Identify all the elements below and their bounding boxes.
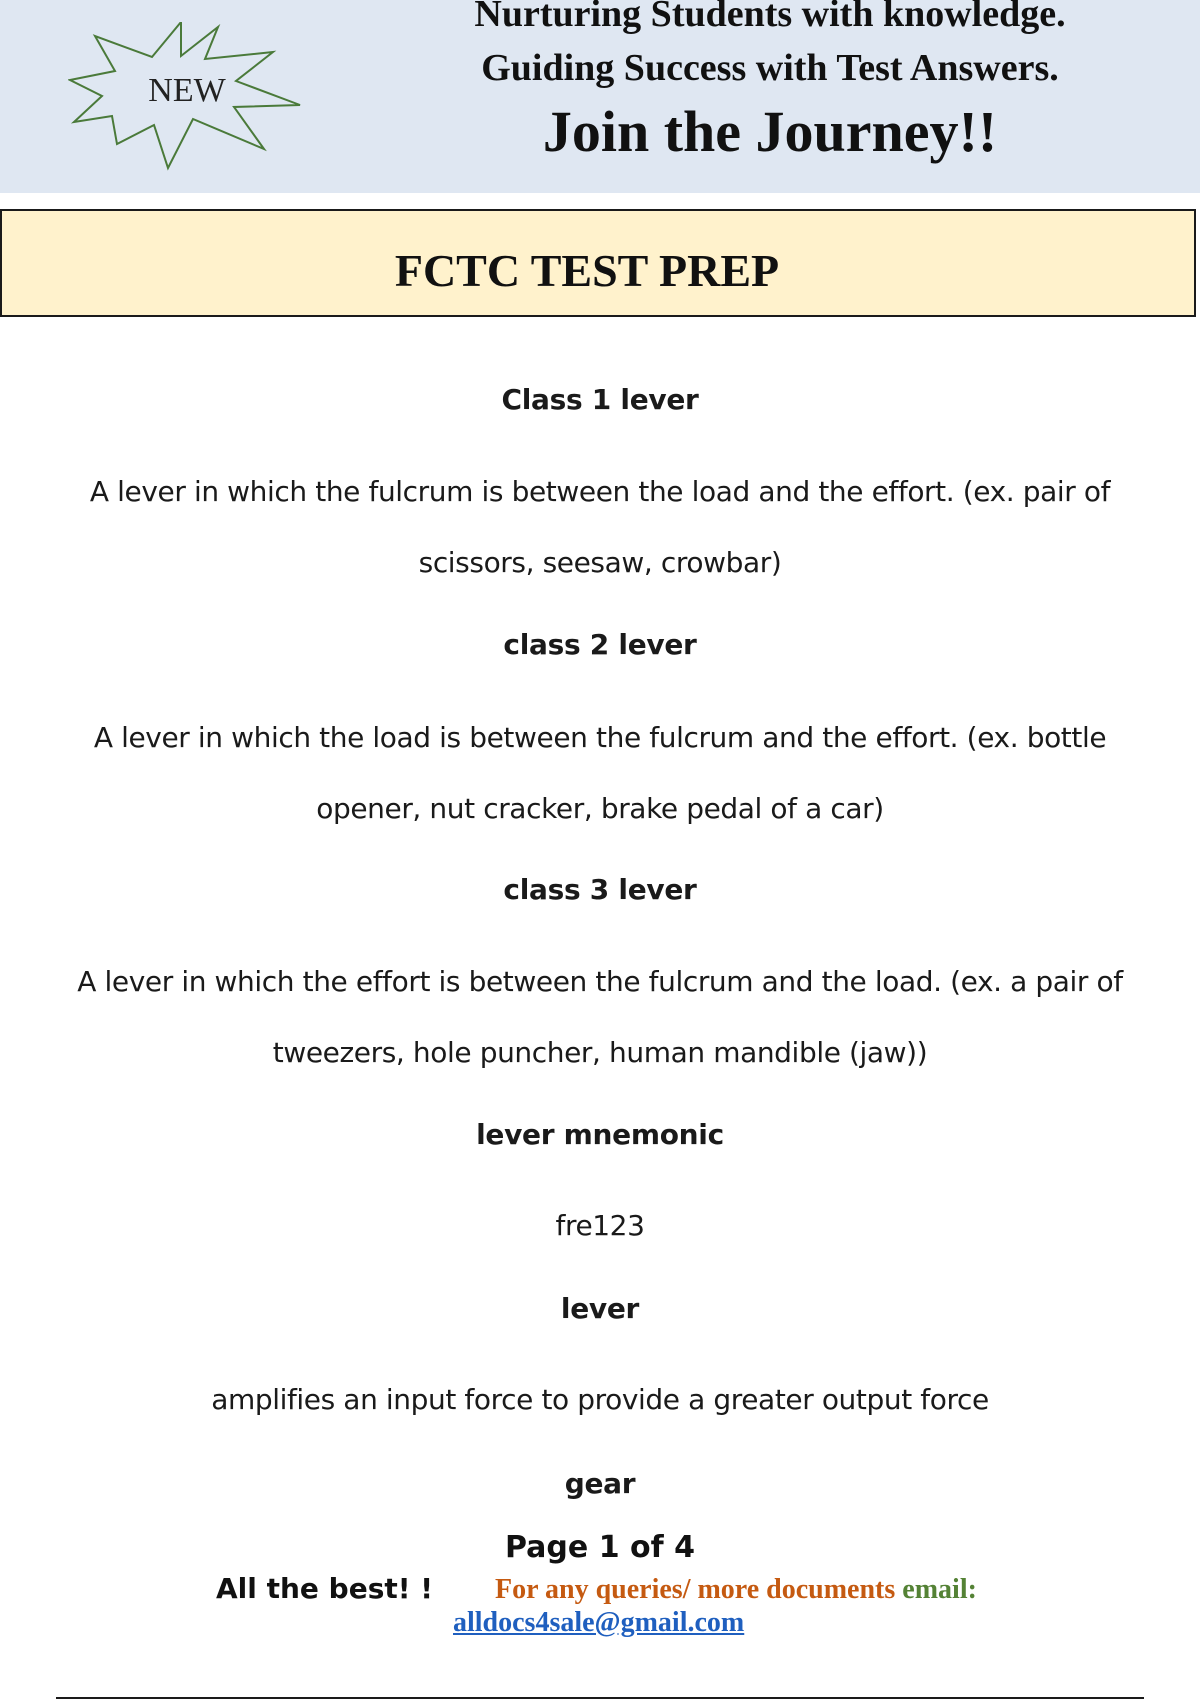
best-wishes: All the best! ! xyxy=(216,1572,434,1605)
card-definition: A lever in which the effort is between the fulcrum and the load. (ex. a pair of tweezers, hole puncher, human mandible (jaw)) xyxy=(77,965,1123,1069)
card-term: gear xyxy=(564,1467,636,1500)
card-term: lever mnemonic xyxy=(476,1118,724,1151)
contact-prompt-email-word: email: xyxy=(902,1574,977,1605)
page-indicator: Page 1 of 4 xyxy=(505,1530,695,1565)
card-term: class 3 lever xyxy=(503,873,697,906)
new-badge-label: NEW xyxy=(148,72,226,109)
new-starburst-badge xyxy=(68,22,306,172)
card-definition: amplifies an input force to provide a greater output force xyxy=(211,1383,989,1416)
header-band xyxy=(0,0,1200,193)
contact-email-link[interactable]: alldocs4sale@gmail.com xyxy=(453,1607,745,1638)
card-definition: A lever in which the fulcrum is between the load and the effort. (ex. pair of scissors, seesaw, crowbar) xyxy=(89,475,1111,579)
footer-divider xyxy=(56,1697,1144,1699)
tagline-join: Join the Journey!! xyxy=(542,99,998,164)
contact-prompt xyxy=(495,1574,977,1606)
banner-title: FCTC TEST PREP xyxy=(394,245,780,296)
card-definition: fre123 xyxy=(555,1209,645,1242)
contact-prompt-text: For any queries/ more documents xyxy=(495,1574,896,1605)
test-prep-banner xyxy=(0,209,1196,317)
tagline-guiding: Guiding Success with Test Answers. xyxy=(481,47,1059,89)
card-term: class 2 lever xyxy=(503,628,697,661)
card-term: lever xyxy=(560,1292,640,1325)
tagline-nurturing: Nurturing Students with knowledge. xyxy=(474,0,1066,35)
card-term: Class 1 lever xyxy=(501,383,699,416)
card-definition: A lever in which the load is between the fulcrum and the effort. (ex. bottle opener, nut cracker, brake pedal of a car) xyxy=(93,721,1107,825)
